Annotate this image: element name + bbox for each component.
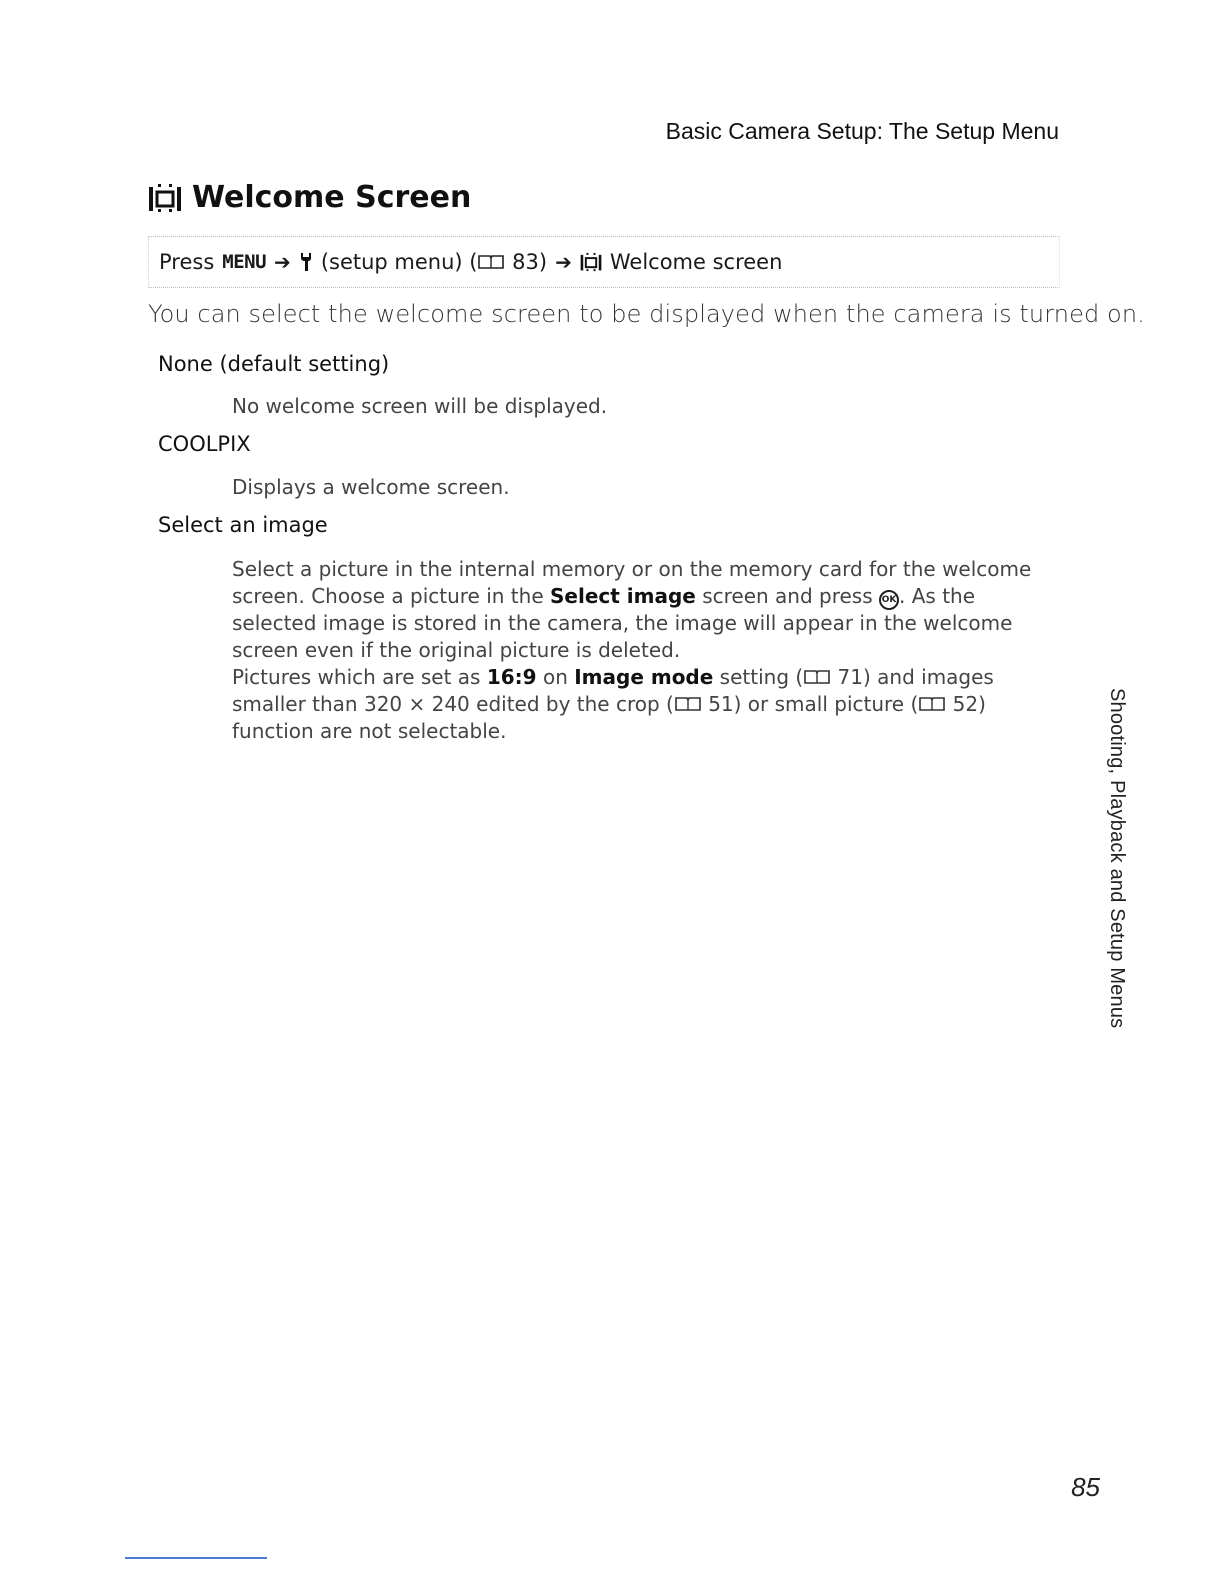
option-label-select-image: Select an image <box>158 513 328 537</box>
breadcrumb-item: Welcome screen <box>609 250 783 274</box>
section-title-text: Welcome Screen <box>192 180 472 215</box>
menu-key: MENU <box>222 251 267 273</box>
breadcrumb-setup-text: (setup menu) ( 83) <box>320 250 548 274</box>
book-icon <box>918 695 946 713</box>
page-number: 85 <box>1071 1472 1100 1502</box>
breadcrumb-press: Press <box>159 250 215 274</box>
intro-text: You can select the welcome screen to be displayed when the camera is turned on. <box>148 300 1145 328</box>
option-desc-select-image <box>232 556 1052 745</box>
section-title <box>148 180 471 215</box>
side-tab: Shooting, Playback and Setup Menus <box>1106 688 1128 1029</box>
option-label-none: None (default setting) <box>158 352 390 376</box>
arrow-icon: ➔ <box>555 250 572 274</box>
select-image-paragraph-2: Pictures which are set as 16:9 on Image mode setting ( 71) and images smaller than 320 × 240 edited by the crop ( 51) or small picture ( 52) function are not selectable. <box>232 665 994 743</box>
footer-divider <box>125 1557 267 1559</box>
book-icon <box>477 253 505 271</box>
welcome-screen-icon <box>148 183 182 213</box>
wrench-icon <box>299 252 313 272</box>
header-title: Basic Camera Setup: The Setup Menu <box>665 118 1059 144</box>
option-label-coolpix: COOLPIX <box>158 432 251 456</box>
option-desc-coolpix: Displays a welcome screen. <box>232 475 510 499</box>
ok-button-icon: OK <box>879 590 899 610</box>
book-icon <box>803 668 831 686</box>
welcome-screen-icon <box>580 252 602 272</box>
select-image-paragraph-1: Select a picture in the internal memory or on the memory card for the welcome screen. Choose a picture in the Select image screen and press OK . As the selected image is stored in the camera, the image will appear in the welcome screen even if the original picture is deleted. <box>232 557 1032 662</box>
book-icon <box>674 695 702 713</box>
breadcrumb <box>148 236 1060 288</box>
option-desc-none: No welcome screen will be displayed. <box>232 394 608 418</box>
arrow-icon: ➔ <box>274 250 291 274</box>
